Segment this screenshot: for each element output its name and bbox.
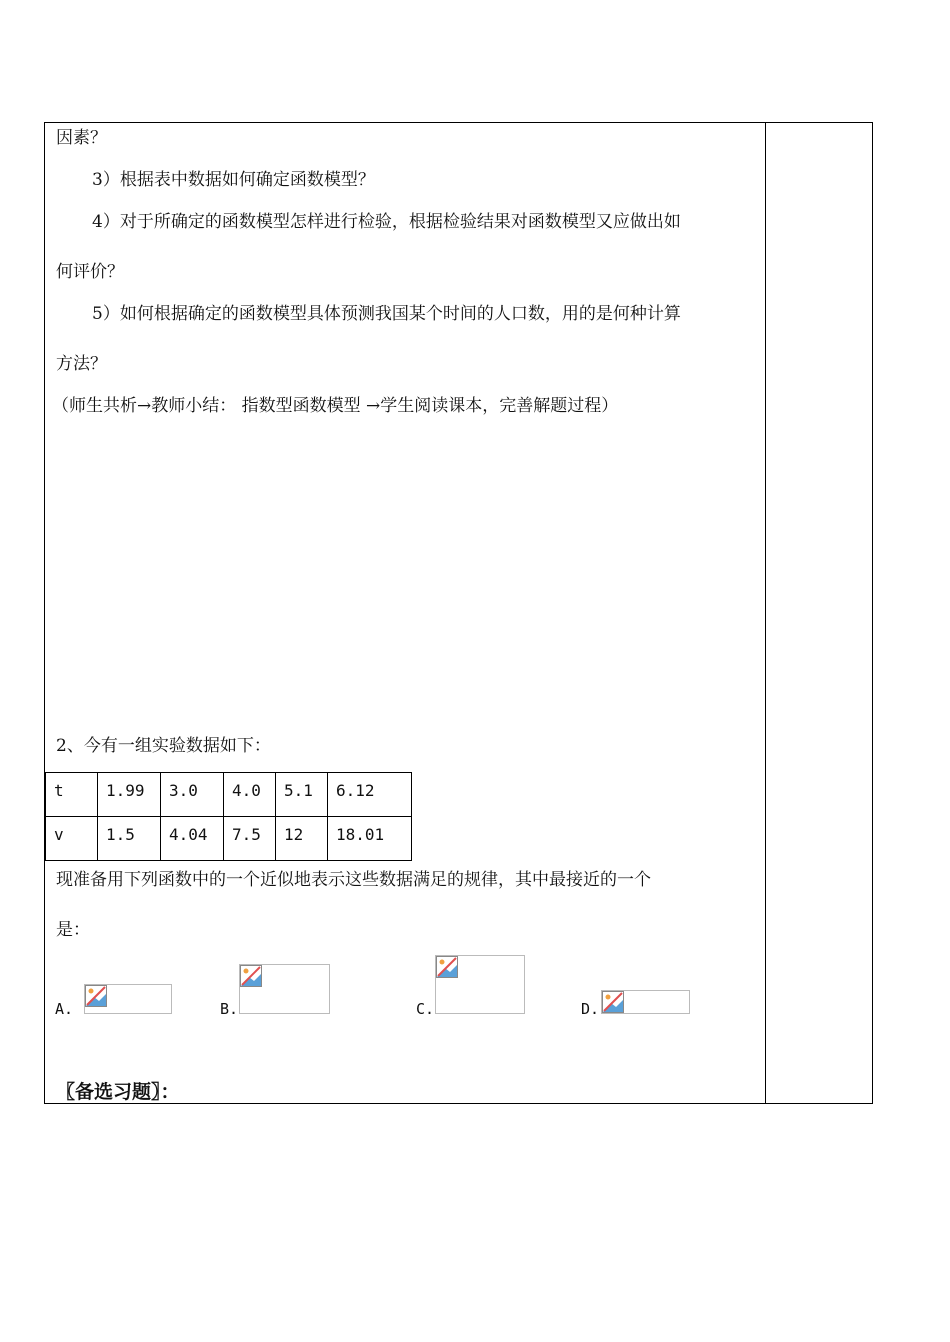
option-d-image — [601, 990, 690, 1014]
option-c-image — [435, 955, 525, 1014]
data-table — [45, 772, 412, 861]
table-cell: 3.0 — [161, 773, 224, 817]
table-cell: v — [46, 817, 98, 861]
table-cell: 4.0 — [224, 773, 276, 817]
table-row — [46, 773, 412, 817]
table-cell: 12 — [276, 817, 328, 861]
table-cell: 18.01 — [328, 817, 412, 861]
table-cell: 1.5 — [98, 817, 161, 861]
question-5-line1: 5）如何根据确定的函数模型具体预测我国某个时间的人口数，用的是何种计算 — [92, 304, 681, 324]
table-cell: 1.99 — [98, 773, 161, 817]
question-3: 3）根据表中数据如何确定函数模型？ — [92, 170, 375, 190]
question-4-line2: 何评价？ — [56, 262, 124, 282]
option-b-label: B. — [220, 1000, 239, 1018]
option-d-label: D. — [581, 1000, 600, 1018]
table-cell: 4.04 — [161, 817, 224, 861]
question-2-intro: 2、今有一组实验数据如下： — [56, 736, 271, 756]
table-row — [46, 817, 412, 861]
option-a-image — [84, 984, 172, 1014]
question-5-line2: 方法？ — [56, 354, 107, 374]
option-b-image — [239, 964, 330, 1014]
question-4-line1: 4）对于所确定的函数模型怎样进行检验，根据检验结果对函数模型又应做出如 — [92, 212, 681, 232]
option-c-label: C. — [416, 1000, 435, 1018]
table-cell: 5.1 — [276, 773, 328, 817]
question-2-text-line2: 是： — [56, 920, 90, 940]
table-cell: t — [46, 773, 98, 817]
option-a-label: A. — [55, 1000, 74, 1018]
table-cell: 6.12 — [328, 773, 412, 817]
summary-line: （师生共析→教师小结： 指数型函数模型 →学生阅读课本，完善解题过程） — [52, 396, 619, 416]
table-cell: 7.5 — [224, 817, 276, 861]
question-2-text-line1: 现准备用下列函数中的一个近似地表示这些数据满足的规律，其中最接近的一个 — [56, 870, 651, 890]
paragraph-1: 因素？ — [56, 128, 107, 148]
section-heading: 〖备选习题〗： — [56, 1081, 180, 1103]
broken-image-icon — [602, 991, 624, 1013]
broken-image-icon — [436, 956, 458, 978]
broken-image-icon — [240, 965, 262, 987]
broken-image-icon — [85, 985, 107, 1007]
column-divider — [765, 122, 766, 1104]
